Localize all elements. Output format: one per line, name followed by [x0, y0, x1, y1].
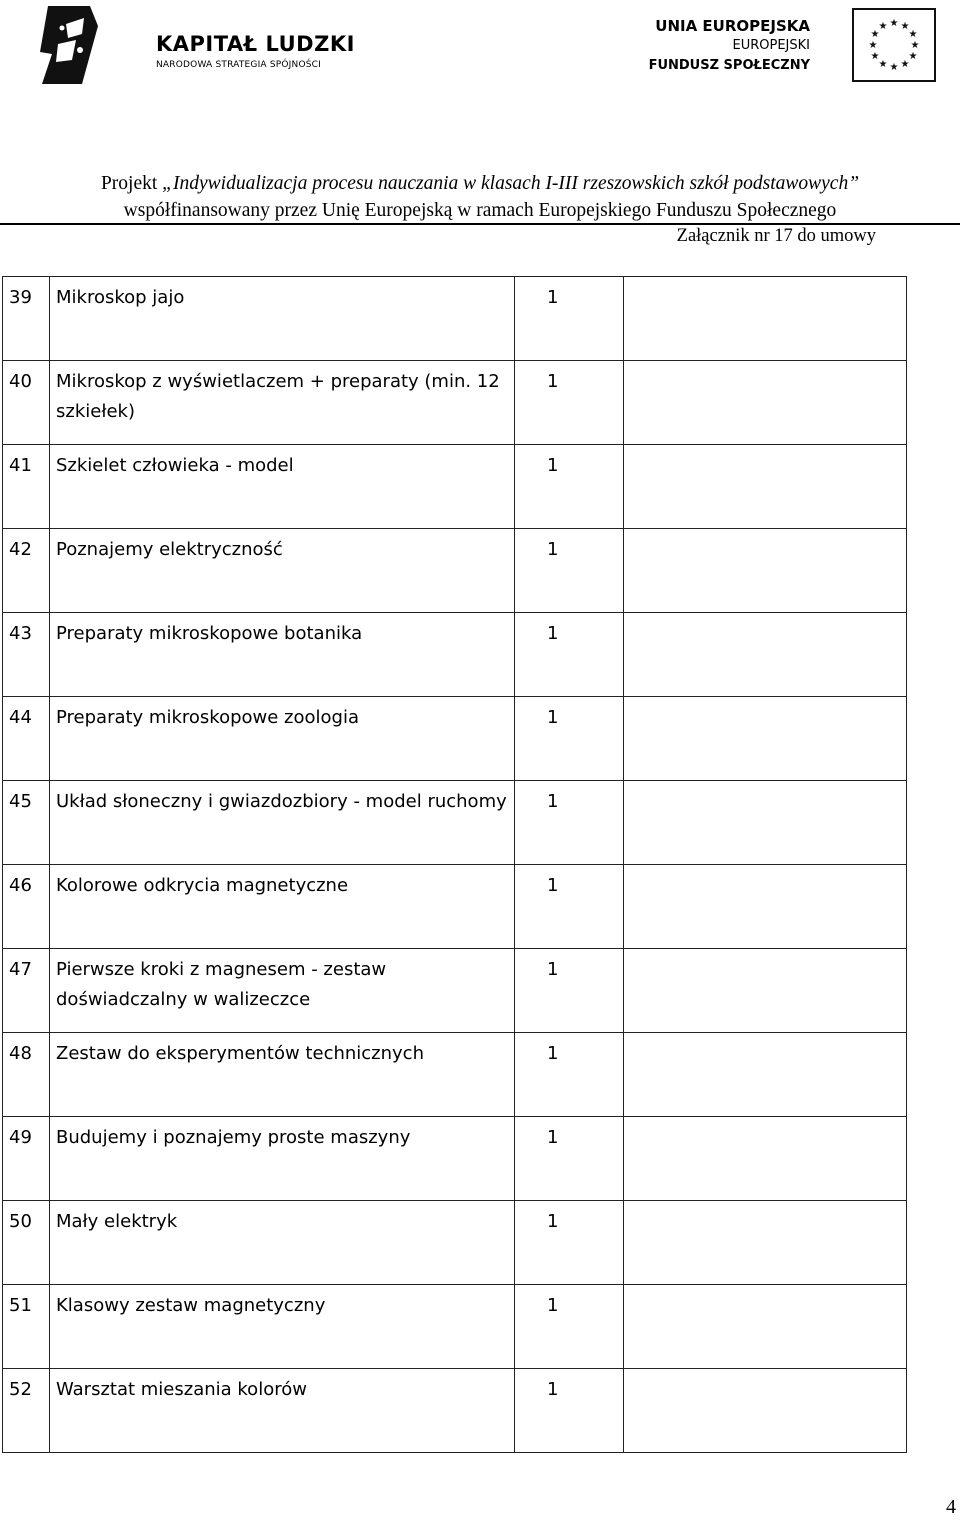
item-quantity: 1 — [515, 1201, 624, 1285]
item-name: Budujemy i poznajemy proste maszyny — [50, 1117, 515, 1201]
svg-text:★: ★ — [878, 21, 888, 32]
empty-cell — [624, 697, 907, 781]
item-name: Warsztat mieszania kolorów — [50, 1369, 515, 1453]
empty-cell — [624, 361, 907, 445]
item-quantity: 1 — [515, 1369, 624, 1453]
empty-cell — [624, 1201, 907, 1285]
item-name: Mały elektryk — [50, 1201, 515, 1285]
svg-text:★: ★ — [908, 29, 918, 40]
item-name: Kolorowe odkrycia magnetyczne — [50, 865, 515, 949]
svg-text:★: ★ — [900, 21, 910, 32]
svg-text:★: ★ — [889, 62, 899, 73]
kapital-ludzki-logo — [38, 4, 355, 88]
item-name: Poznajemy elektryczność — [50, 529, 515, 613]
project-title: „Indywidualizacja procesu nauczania w klasach I-III rzeszowskich szkół podstawowych” — [162, 173, 860, 194]
item-name: Preparaty mikroskopowe zoologia — [50, 697, 515, 781]
project-line — [0, 170, 960, 197]
table-row — [3, 445, 907, 529]
item-name: Preparaty mikroskopowe botanika — [50, 613, 515, 697]
row-number: 47 — [3, 949, 50, 1033]
item-quantity: 1 — [515, 781, 624, 865]
items-table — [2, 276, 907, 1453]
item-quantity: 1 — [515, 277, 624, 361]
table-row — [3, 277, 907, 361]
item-quantity: 1 — [515, 361, 624, 445]
eu-line-2: EUROPEJSKI — [732, 38, 810, 53]
item-name: Zestaw do eksperymentów technicznych — [50, 1033, 515, 1117]
kapital-ludzki-title: KAPITAŁ LUDZKI — [156, 32, 355, 56]
svg-text:★: ★ — [870, 29, 880, 40]
eu-line-1: UNIA EUROPEJSKA — [655, 17, 810, 35]
item-quantity: 1 — [515, 1033, 624, 1117]
svg-text:★: ★ — [900, 59, 910, 70]
row-number: 51 — [3, 1285, 50, 1369]
empty-cell — [624, 1117, 907, 1201]
row-number: 50 — [3, 1201, 50, 1285]
header-logos — [0, 0, 960, 95]
cofinancing-line: współfinansowany przez Unię Europejską w ramach Europejskiego Funduszu Społecznego — [123, 200, 837, 221]
row-number: 52 — [3, 1369, 50, 1453]
empty-cell — [624, 277, 907, 361]
item-name: Klasowy zestaw magnetyczny — [50, 1285, 515, 1369]
row-number: 42 — [3, 529, 50, 613]
row-number: 49 — [3, 1117, 50, 1201]
item-name: Mikroskop jajo — [50, 277, 515, 361]
table-row — [3, 865, 907, 949]
row-number: 41 — [3, 445, 50, 529]
svg-text:★: ★ — [908, 51, 918, 62]
item-quantity: 1 — [515, 445, 624, 529]
table-row — [3, 781, 907, 865]
eu-line-3: FUNDUSZ SPOŁECZNY — [648, 58, 810, 73]
item-quantity: 1 — [515, 1285, 624, 1369]
item-quantity: 1 — [515, 697, 624, 781]
empty-cell — [624, 613, 907, 697]
item-name: Pierwsze kroki z magnesem - zestaw doświadczalny w walizeczce — [50, 949, 515, 1033]
empty-cell — [624, 781, 907, 865]
item-quantity: 1 — [515, 1117, 624, 1201]
table-row — [3, 613, 907, 697]
svg-text:★: ★ — [889, 18, 899, 29]
page-number: 4 — [946, 1496, 956, 1518]
row-number: 45 — [3, 781, 50, 865]
item-quantity: 1 — [515, 529, 624, 613]
item-quantity: 1 — [515, 949, 624, 1033]
empty-cell — [624, 529, 907, 613]
empty-cell — [624, 1033, 907, 1117]
project-header — [0, 170, 960, 224]
empty-cell — [624, 445, 907, 529]
eu-fund-text — [649, 16, 810, 76]
table-row — [3, 697, 907, 781]
table-row — [3, 949, 907, 1033]
table-row — [3, 1201, 907, 1285]
svg-text:★: ★ — [868, 40, 878, 51]
item-name: Mikroskop z wyświetlaczem + preparaty (min. 12 szkiełek) — [50, 361, 515, 445]
row-number: 43 — [3, 613, 50, 697]
annex-label: Załącznik nr 17 do umowy — [676, 226, 876, 246]
empty-cell — [624, 865, 907, 949]
empty-cell — [624, 949, 907, 1033]
project-prefix: Projekt — [100, 173, 163, 194]
row-number: 44 — [3, 697, 50, 781]
header-divider — [0, 223, 960, 225]
eu-flag-icon — [852, 8, 936, 82]
row-number: 40 — [3, 361, 50, 445]
table-row — [3, 1369, 907, 1453]
kapital-ludzki-subtitle: NARODOWA STRATEGIA SPÓJNOŚCI — [156, 60, 321, 70]
item-quantity: 1 — [515, 613, 624, 697]
empty-cell — [624, 1369, 907, 1453]
item-quantity: 1 — [515, 865, 624, 949]
svg-text:★: ★ — [878, 59, 888, 70]
item-name: Układ słoneczny i gwiazdozbiory - model ruchomy — [50, 781, 515, 865]
row-number: 48 — [3, 1033, 50, 1117]
svg-text:★: ★ — [870, 51, 880, 62]
table-row — [3, 361, 907, 445]
kapital-ludzki-emblem-icon — [38, 4, 118, 88]
row-number: 39 — [3, 277, 50, 361]
table-row — [3, 1117, 907, 1201]
svg-text:★: ★ — [910, 40, 920, 51]
empty-cell — [624, 1285, 907, 1369]
table-row — [3, 529, 907, 613]
item-name: Szkielet człowieka - model — [50, 445, 515, 529]
table-row — [3, 1285, 907, 1369]
row-number: 46 — [3, 865, 50, 949]
table-row — [3, 1033, 907, 1117]
